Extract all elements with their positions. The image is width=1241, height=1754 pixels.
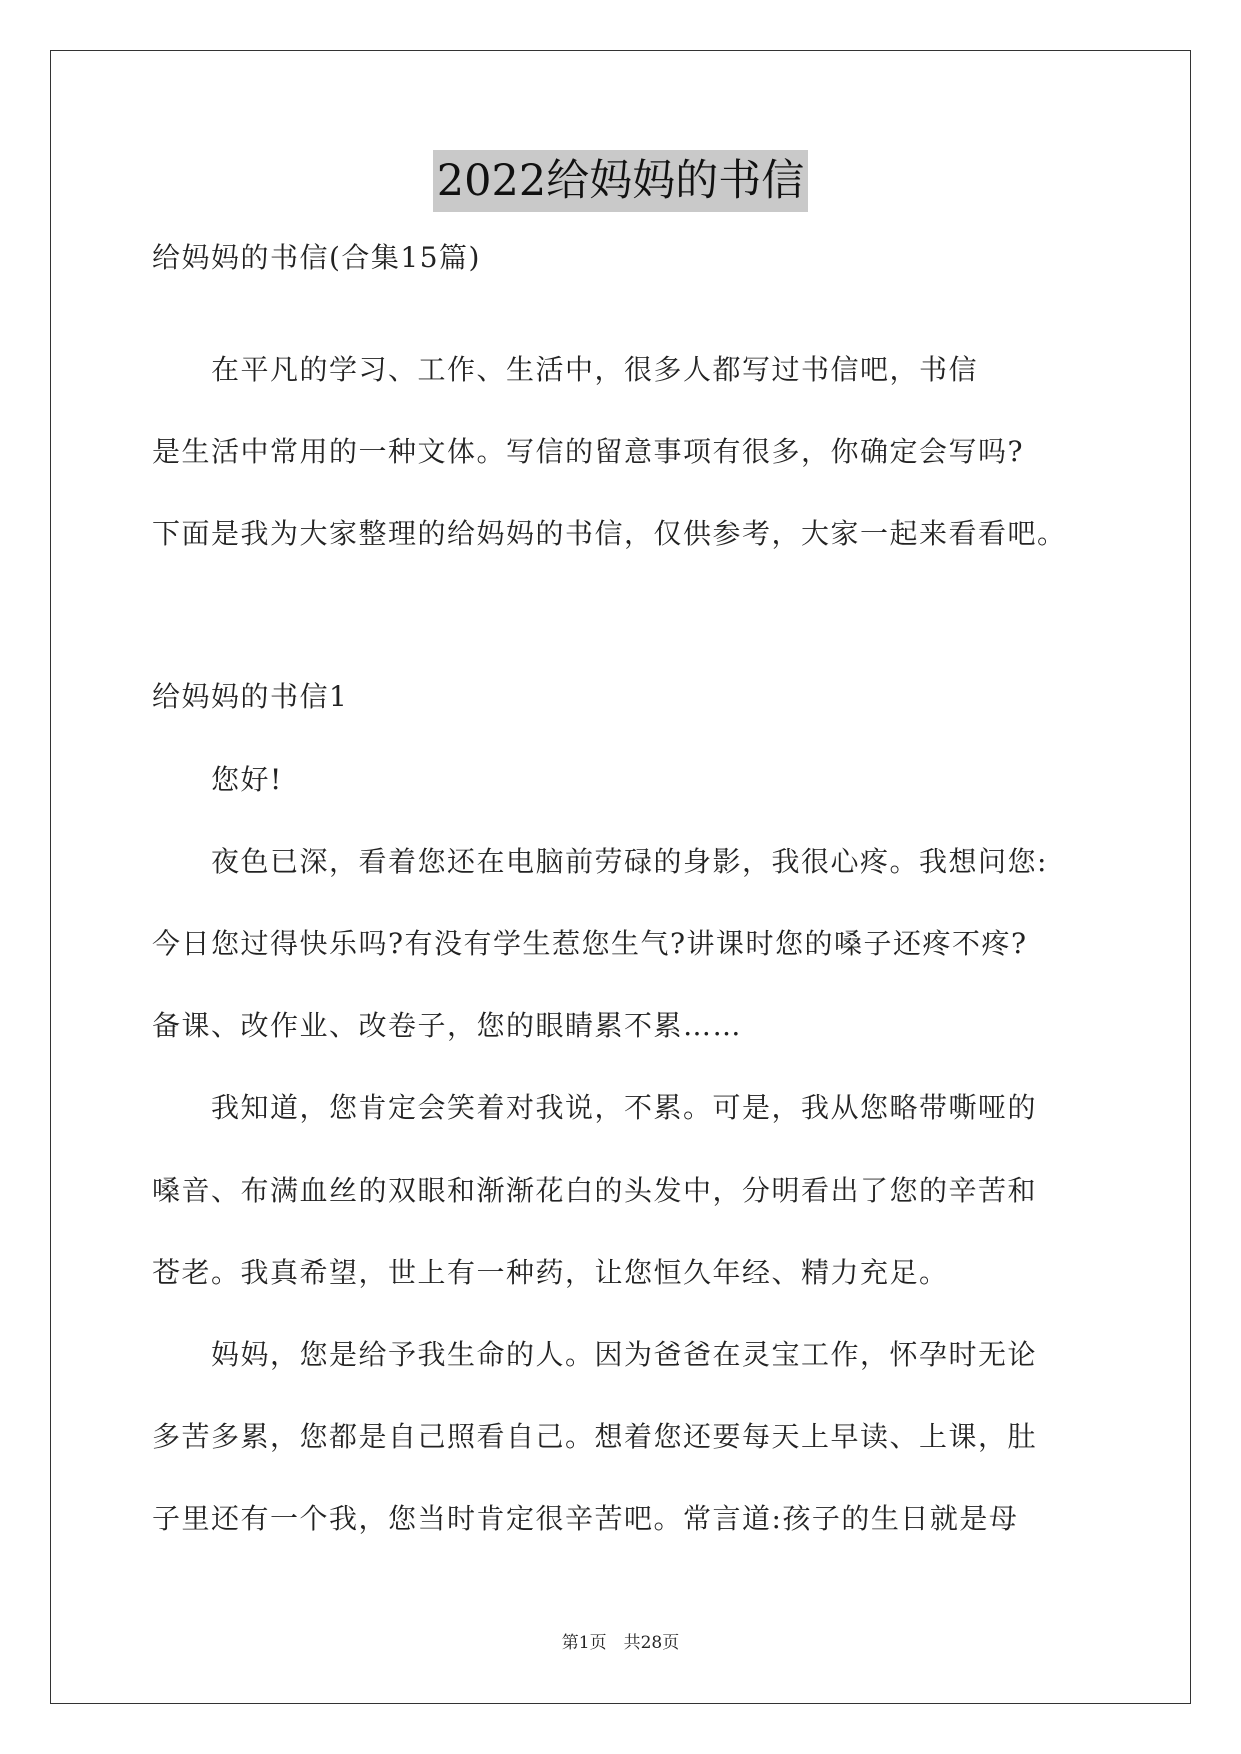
body-line-3: 备课、改作业、改卷子，您的眼睛累不累…… (152, 1009, 743, 1042)
greeting-line: 您好! (152, 763, 283, 796)
section-heading: 给妈妈的书信1 (152, 680, 349, 713)
body-line-9: 子里还有一个我，您当时肯定很辛苦吧。常言道:孩子的生日就是母 (152, 1502, 1019, 1535)
body-line-1: 夜色已深，看着您还在电脑前劳碌的身影，我很心疼。我想问您: (152, 845, 1048, 878)
intro-line-3: 下面是我为大家整理的给妈妈的书信，仅供参考，大家一起来看看吧。 (152, 517, 1067, 550)
intro-line-1: 在平凡的学习、工作、生活中，很多人都写过书信吧，书信 (152, 353, 979, 386)
subtitle-line: 给妈妈的书信(合集15篇) (152, 241, 481, 274)
page-footer: 第1页 共28页 (561, 1633, 680, 1653)
body-line-2: 今日您过得快乐吗?有没有学生惹您生气?讲课时您的嗓子还疼不疼? (152, 927, 1028, 960)
document-title-wrap (0, 150, 1241, 212)
body-line-7: 妈妈，您是给予我生命的人。因为爸爸在灵宝工作，怀孕时无论 (152, 1338, 1038, 1371)
body-line-8: 多苦多累，您都是自己照看自己。想着您还要每天上早读、上课，肚 (152, 1420, 1038, 1453)
document-title: 2022给妈妈的书信 (433, 150, 808, 212)
body-line-6: 苍老。我真希望，世上有一种药，让您恒久年经、精力充足。 (152, 1256, 949, 1289)
body-line-4: 我知道，您肯定会笑着对我说，不累。可是，我从您略带嘶哑的 (152, 1091, 1038, 1124)
body-line-5: 嗓音、布满血丝的双眼和渐渐花白的头发中，分明看出了您的辛苦和 (152, 1174, 1038, 1207)
intro-line-2: 是生活中常用的一种文体。写信的留意事项有很多，你确定会写吗? (152, 435, 1025, 468)
